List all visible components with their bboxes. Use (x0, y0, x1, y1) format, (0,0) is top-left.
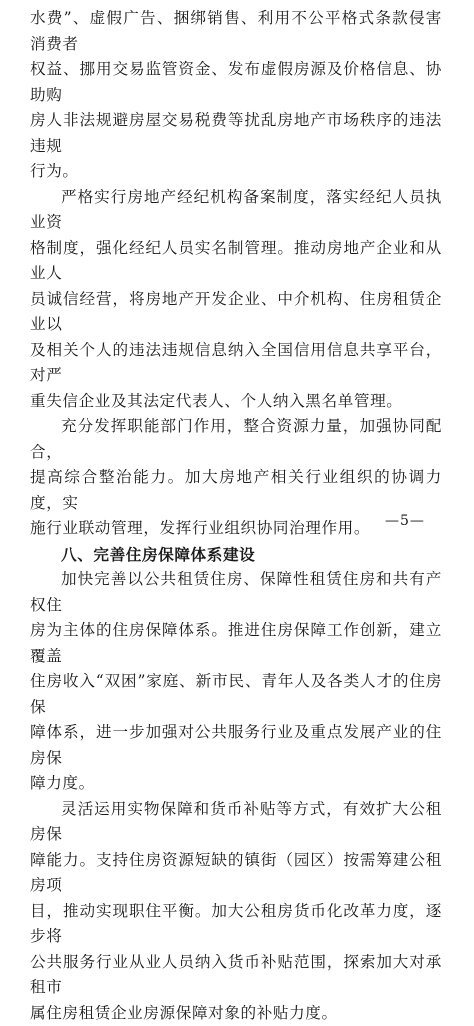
paragraph-1-line-3: 房人非法规避房屋交易税费等扰乱房地产市场秩序的违法违规 (30, 111, 442, 155)
document-body (30, 6, 442, 1026)
paragraph-3-line-2: 提高综合整治能力。加大房地产相关行业组织的协调力度，实 (30, 468, 442, 512)
paragraph-3-line-3: 施行业联动管理，发挥行业组织协同治理作用。 (30, 519, 370, 537)
paragraph-1-line-4: 行为。 (30, 162, 79, 180)
paragraph-4 (30, 567, 442, 797)
paragraph-2-line-3: 员诚信经营，将房地产开发企业、中介机构、住房租赁企业以 (30, 290, 442, 334)
paragraph-2-line-5: 重失信企业及其法定代表人、个人纳入黑名单管理。 (30, 392, 402, 410)
paragraph-4-line-2: 房为主体的住房保障体系。推进住房保障工作创新，建立覆盖 (30, 621, 442, 665)
paragraph-5-line-3: 目，推动实现职住平衡。加大公租房货币化改革力度，逐步将 (30, 902, 442, 946)
paragraph-4-line-1: 加快完善以公共租赁住房、保障性租赁住房和共有产权住 (30, 570, 442, 614)
paragraph-2-line-2: 格制度，强化经纪人员实名制管理。推动房地产企业和从业人 (30, 239, 442, 283)
paragraph-2-line-4: 及相关个人的违法违规信息纳入全国信用信息共享平台，对严 (30, 341, 442, 385)
paragraph-5-line-4: 公共服务行业从业人员纳入货币补贴范围，探索加大对承租市 (30, 953, 442, 997)
paragraph-4-line-5: 障力度。 (30, 774, 95, 792)
paragraph-3-line-1: 充分发挥职能部门作用，整合资源力量，加强协同配合， (30, 417, 442, 461)
paragraph-2-line-1: 严格实行房地产经纪机构备案制度，落实经纪人员执业资 (30, 188, 442, 232)
paragraph-1-line-2: 权益、挪用交易监管资金、发布虚假房源及价格信息、协助购 (30, 60, 442, 104)
paragraph-4-line-3: 住房收入“双困”家庭、新市民、青年人及各类人才的住房保 (30, 672, 442, 716)
section-heading: 八、完善住房保障体系建设 (30, 542, 442, 568)
paragraph-5 (30, 797, 442, 1026)
paragraph-2 (30, 185, 442, 415)
page-number: —5— (385, 513, 425, 529)
paragraph-5-line-1: 灵活运用实物保障和货币补贴等方式，有效扩大公租房保 (30, 800, 442, 844)
paragraph-5-line-2: 障能力。支持住房资源短缺的镇街（园区）按需筹建公租房项 (30, 851, 442, 895)
paragraph-3 (30, 414, 442, 542)
paragraph-1 (30, 6, 442, 185)
paragraph-4-line-4: 障体系，进一步加强对公共服务行业及重点发展产业的住房保 (30, 723, 442, 767)
paragraph-5-line-5: 属住房租赁企业房源保障对象的补贴力度。 (30, 1004, 338, 1022)
paragraph-1-line-1: 水费”、虚假广告、捆绑销售、利用不公平格式条款侵害消费者 (30, 9, 442, 53)
